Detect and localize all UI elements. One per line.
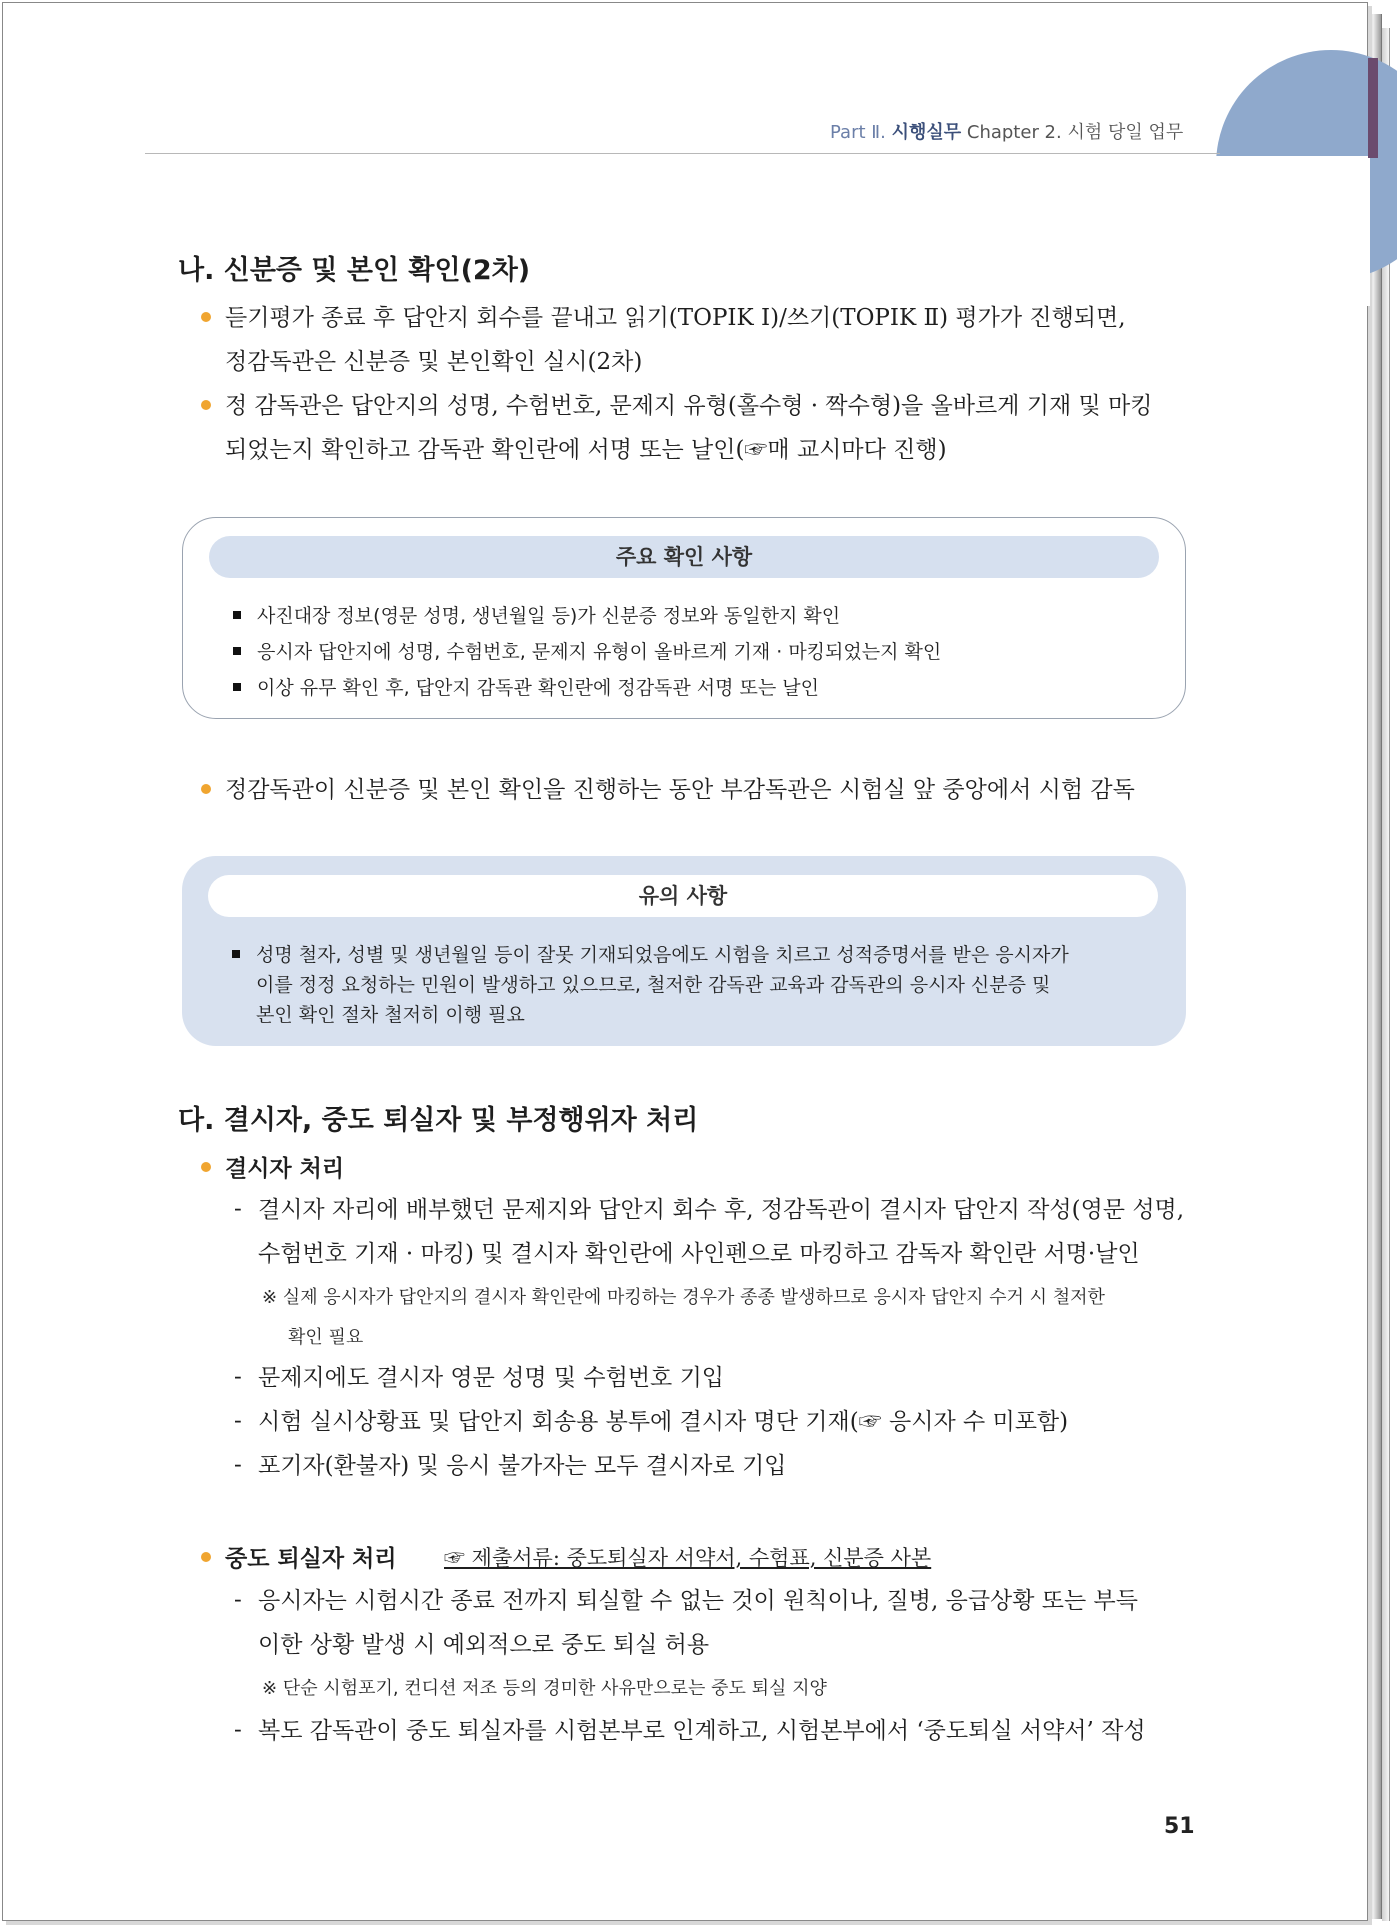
midexit-item-1-line-2: 이한 상황 발생 시 예외적으로 중도 퇴실 허용 [258,1632,710,1658]
absentee-heading: 결시자 처리 [225,1156,345,1182]
absentee-note-line-2: 확인 필요 [288,1327,364,1348]
absentee-note [262,1278,1105,1358]
caution-line-2: 이를 정정 요청하는 민원이 발생하고 있으므로, 철저한 감독관 교육과 감독관의 응시자 신분증 및 [256,974,1051,996]
check-items-box [182,517,1186,719]
corner-mask [1210,156,1370,306]
square-bullet-icon [233,611,241,619]
absentee-item-4: 포기자(환불자) 및 응시 불가자는 모두 결시자로 기입 [258,1453,787,1479]
midexit-heading: 중도 퇴실자 처리 [225,1546,397,1572]
bullet-dot [201,312,211,322]
dash-marker: - [234,1587,242,1613]
midexit-documents: ☞ 제출서류: 중도퇴실자 서약서, 수험표, 신분증 사본 [444,1546,932,1570]
paragraph-1-line-1: 듣기평가 종료 후 답안지 회수를 끝내고 읽기(TOPIK Ⅰ)/쓰기(TOPIK Ⅱ) 평가가 진행되면, [225,305,1126,331]
header-chapter: Chapter 2. 시험 당일 업무 [966,122,1184,143]
paragraph-2-line-1: 정 감독관은 답안지의 성명, 수험번호, 문제지 유형(홀수형 · 짝수형)을 올바르게 기재 및 마킹 [225,393,1153,419]
check-items-title: 주요 확인 사항 [209,536,1159,578]
header-section: 시행실무 [891,122,962,143]
dash-marker: - [234,1717,242,1743]
paragraph-1-line-2: 정감독관은 신분증 및 본인확인 실시(2차) [225,349,643,375]
section-title-na: 나. 신분증 및 본인 확인(2차) [178,255,531,286]
absentee-item-1 [258,1188,1184,1276]
midexit-item-1-line-1: 응시자는 시험시간 종료 전까지 퇴실할 수 없는 것이 원칙이나, 질병, 응급상황 또는 부득 [258,1588,1138,1614]
dash-marker: - [234,1408,242,1434]
header-rule [145,153,1220,154]
list-item: 이상 유무 확인 후, 답안지 감독관 확인란에 정감독관 서명 또는 날인 [233,670,941,706]
page-edge [1368,14,1382,1919]
caution-line-3: 본인 확인 절차 철저히 이행 필요 [256,1004,525,1026]
midexit-item-1 [258,1579,1138,1667]
page-number: 51 [1164,1814,1195,1839]
bullet-dot [201,1162,211,1172]
dash-marker: - [234,1196,242,1222]
absentee-note-line-1: ※ 실제 응시자가 답안지의 결시자 확인란에 마킹하는 경우가 종종 발생하므로 응시자 답안지 수거 시 철저한 [262,1287,1105,1308]
midexit-note: ※ 단순 시험포기, 컨디션 저조 등의 경미한 사유만으로는 중도 퇴실 지양 [262,1678,827,1699]
list-item: 응시자 답안지에 성명, 수험번호, 문제지 유형이 올바르게 기재 · 마킹되었는지 확인 [233,634,941,670]
square-bullet-icon [233,647,241,655]
square-bullet-icon [233,683,241,691]
check-items-list [233,598,941,706]
caution-title: 유의 사항 [208,875,1158,917]
corner-strip [1368,58,1378,158]
absentee-item-1-line-1: 결시자 자리에 배부했던 문제지와 답안지 회수 후, 정감독관이 결시자 답안지 작성(영문 성명, [258,1197,1185,1223]
absentee-item-3: 시험 실시상황표 및 답안지 회송용 봉투에 결시자 명단 기재(☞ 응시자 수 미포함) [258,1409,1069,1435]
dash-marker: - [234,1452,242,1478]
list-item: 사진대장 정보(영문 성명, 생년월일 등)가 신분증 정보와 동일한지 확인 [233,598,941,634]
page-edge-back [1382,28,1390,1921]
caution-body [232,940,1069,1030]
caution-line-1: 성명 철자, 성별 및 생년월일 등이 잘못 기재되었음에도 시험을 치르고 성적증명서를 받은 응시자가 [232,940,1069,970]
running-header [830,118,1183,144]
paragraph-2-line-2: 되었는지 확인하고 감독관 확인란에 서명 또는 날인(☞매 교시마다 진행) [225,437,947,463]
paragraph-1 [225,296,1126,384]
square-bullet-icon [232,950,240,958]
bullet-dot [201,784,211,794]
paragraph-3: 정감독관이 신분증 및 본인 확인을 진행하는 동안 부감독관은 시험실 앞 중앙에서 시험 감독 [225,777,1135,803]
section-title-da: 다. 결시자, 중도 퇴실자 및 부정행위자 처리 [178,1105,699,1136]
bullet-dot [201,400,211,410]
absentee-item-1-line-2: 수험번호 기재 · 마킹) 및 결시자 확인란에 사인펜으로 마킹하고 감독자 확인란 서명·날인 [258,1241,1140,1267]
absentee-item-2: 문제지에도 결시자 영문 성명 및 수험번호 기입 [258,1365,725,1391]
caution-box [182,856,1186,1046]
dash-marker: - [234,1364,242,1390]
paragraph-2 [225,384,1152,472]
bullet-dot [201,1552,211,1562]
midexit-item-2: 복도 감독관이 중도 퇴실자를 시험본부로 인계하고, 시험본부에서 ‘중도퇴실 서약서’ 작성 [258,1718,1146,1744]
header-part: Part Ⅱ. [830,122,886,143]
